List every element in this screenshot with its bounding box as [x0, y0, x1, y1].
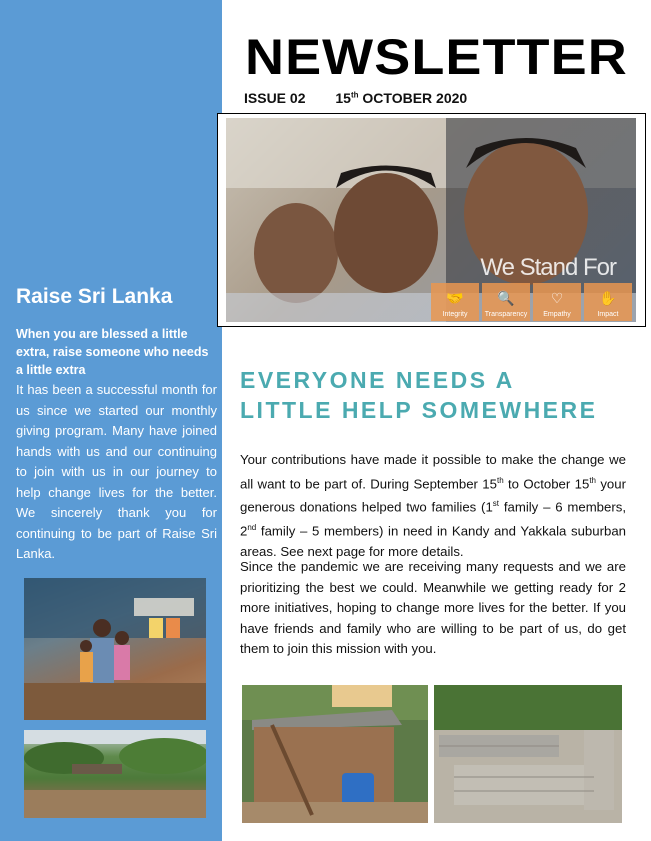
- value-impact: ✋ Impact: [584, 283, 632, 321]
- issue-date: 15th OCTOBER 2020: [335, 90, 468, 106]
- we-stand-for-text: We Stand For: [480, 254, 616, 281]
- article-heading: EVERYONE NEEDS A LITTLE HELP SOMEWHERE: [240, 367, 598, 423]
- raised-hand-icon: ✋: [599, 290, 617, 306]
- handshake-icon: 🤝: [446, 290, 464, 306]
- hero-image: [226, 118, 636, 322]
- sidebar-title: Raise Sri Lanka: [16, 285, 173, 308]
- article-paragraph-2: Since the pandemic we are receiving many requests and we are prioritizing the best we could. Meanwhile we getting ready for 2 more initiatives, hoping to change more lives for the better. If you have friends and family who are willing to be part of us, do get them to join this mission with you.: [240, 559, 626, 656]
- hut-photo: [242, 685, 428, 823]
- value-transparency: 🔍 Transparency: [482, 283, 530, 321]
- construction-photo-graphic: [434, 685, 622, 823]
- value-empathy: ♡ Empathy: [533, 283, 581, 321]
- sidebar-tagline: When you are blessed a little extra, raise someone who needs a little extra: [16, 327, 209, 377]
- article-paragraph-1: Your contributions have made it possible to make the change we all want to be part of. During September 15th to October 15th your generous donations helped two families (1st family – 6 members, 2nd family – 5 members) in need in Kandy and Yakkala suburban areas. See next page for more details.: [240, 452, 626, 560]
- newsletter-title: NEWSLETTER: [245, 29, 628, 85]
- heart-hand-icon: ♡: [550, 290, 564, 306]
- hut-photo-graphic: [242, 685, 428, 823]
- family-photo: [24, 578, 206, 720]
- issue-line: [244, 90, 467, 106]
- values-row: [431, 283, 632, 321]
- issue-number: ISSUE 02: [244, 90, 306, 106]
- document-search-icon: 🔍: [497, 290, 515, 306]
- family-photo-graphic: [24, 578, 206, 720]
- sidebar-body: It has been a successful month for us since we started our monthly giving program. Many have joined hands with us and our continuing to join with us in our journey to help change lives for the better. We sincerely thank you for continuing to be part of Raise Sri Lanka.: [16, 382, 217, 561]
- land-photo-graphic: [24, 730, 206, 818]
- value-integrity: 🤝 Integrity: [431, 283, 479, 321]
- land-photo: [24, 730, 206, 818]
- construction-photo: [434, 685, 622, 823]
